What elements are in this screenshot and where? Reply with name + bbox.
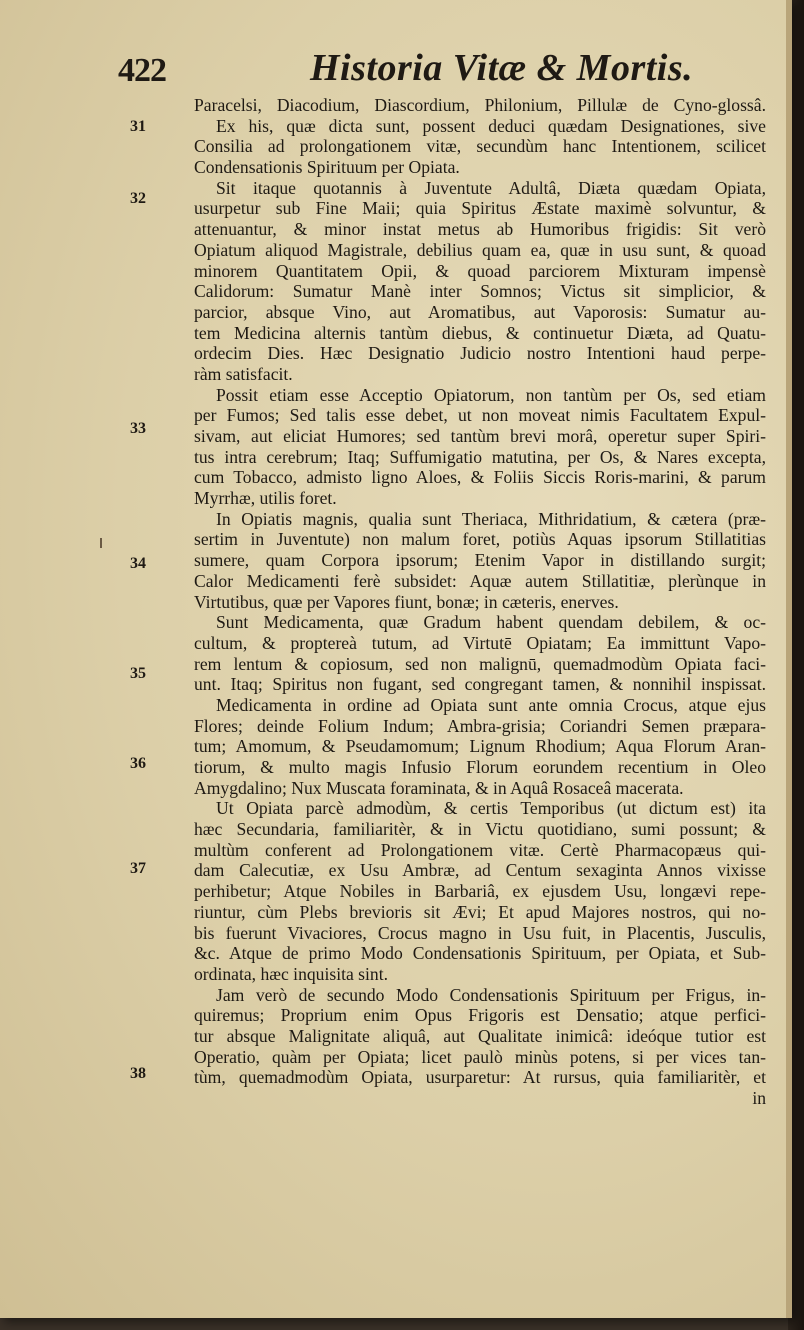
text-line: Flores; deinde Folium Indum; Ambra-grisia; Coriandri Semen præpara- (194, 715, 766, 736)
paragraph-number: 37 (130, 860, 146, 877)
text-line: &c. Atque de primo Modo Condensationis Spirituum, per Opiata, et Sub- (194, 943, 766, 964)
text-line: sertim in Juventute) non malum foret, potiùs Aquas ipsorum Stillatitias (194, 529, 766, 550)
text-line: Opiatum aliquod Magistrale, debilius quam ea, quæ in usu sunt, & quoad (194, 239, 766, 260)
text-line: usurpetur sub Fine Maii; quia Spiritus Æstate maximè solvuntur, & (194, 198, 766, 219)
text-line: ordecim Dies. Hæc Designatio Judicio nostro Intentioni haud perpe- (194, 343, 766, 364)
paragraph-number: 34 (130, 555, 146, 572)
text-line: bis fuerunt Vivaciores, Crocus magno in Usu fuit, in Placentis, Jusculis, (194, 922, 766, 943)
text-line: Myrrhæ, utilis foret. (194, 488, 337, 509)
text-line: sumere, quam Corpora ipsorum; Etenim Vapor in distillando surgit; (194, 550, 766, 571)
text-line: Sit itaque quotannis à Juventute Adultâ, Diæta quædam Opiata, (216, 177, 766, 198)
paragraph-number: 31 (130, 118, 146, 135)
text-line: Paracelsi, Diacodium, Diascordium, Philonium, Pillulæ de Cyno-glossâ. (194, 95, 766, 115)
page-number: 422 (118, 52, 166, 89)
paragraph-number: 35 (130, 665, 146, 682)
text-line: cultum, & proptereà tutum, ad Virtutē Opiatam; Ea immittunt Vapo- (194, 632, 766, 653)
text-line: Possit etiam esse Acceptio Opiatorum, non tantùm per Os, sed etiam (216, 384, 766, 405)
text-line: tur absque Malignitate aliquâ, aut Qualitate inimicâ: ideóque tutior est (194, 1025, 766, 1046)
text-line: multùm conferent ad Prolongationem vitæ. Certè Pharmacopæus qui- (194, 839, 766, 860)
text-line: Operatio, quàm per Opiata; licet paulò minùs potens, si per vices tan- (194, 1046, 766, 1067)
text-line: parcior, absque Vino, aut Aromatibus, aut Vaporosis: Sumatur au- (194, 301, 766, 322)
paragraph-number: 38 (130, 1065, 146, 1082)
text-line: ràm satisfacit. (194, 363, 293, 384)
text-line: attenuantur, & minor instat metus ab Humoribus frigidis: Sit verò (194, 219, 766, 240)
text-line: Jam verò de secundo Modo Condensationis Spirituum per Frigus, in- (216, 984, 766, 1005)
text-line: tiorum, & multo magis Infusio Florum eorundem recentium in Oleo (194, 757, 766, 777)
page-header (110, 46, 770, 94)
body-text (194, 95, 766, 1109)
text-line: Condensationis Spirituum per Opiata. (194, 157, 460, 178)
catchword: in (752, 1088, 766, 1108)
text-line: tus intra cerebrum; Itaq; Suffumigatio matutina, per Os, & Nares excepta, (194, 446, 766, 467)
text-line: Ex his, quæ dicta sunt, possent deduci quædam Designationes, sive (216, 115, 766, 136)
text-line: dam Calecutiæ, ex Usu Ambræ, ad Centum sexaginta Annos vixisse (194, 860, 766, 881)
text-line: per Fumos; Sed talis esse debet, ut non moveat nimis Facultatem Expul- (194, 405, 766, 426)
text-line: tem Medicina alternis tantùm diebus, & continuetur Diæta, ad Quatu- (194, 322, 766, 343)
text-line: Calidorum: Sumatur Manè inter Somnos; Victus sit simplicior, & (194, 281, 766, 302)
text-line: cum Tobacco, admisto ligno Aloes, & Foliis Siccis Roris-marini, & parum (194, 467, 766, 488)
running-title: Historia Vitæ & Mortis. (310, 47, 694, 89)
text-line: minorem Quantitatem Opii, & quoad parciorem Mixturam impensè (194, 260, 766, 281)
text-line: tùm, quemadmodùm Opiata, usurparetur: At rursus, quia familiaritèr, et (194, 1067, 766, 1088)
paragraph-number: 36 (130, 755, 146, 772)
text-line: tum; Amomum, & Pseudamomum; Lignum Rhodium; Aqua Florum Aran- (194, 736, 766, 757)
text-line: Consilia ad prolongationem vitæ, secundùm hanc Intentionem, scilicet (194, 136, 766, 157)
text-line: sivam, aut eliciat Humores; sed tantùm brevi morâ, operetur super Spiri- (194, 426, 766, 446)
text-line: ordinata, hæc inquisita sint. (194, 963, 388, 984)
margin-mark (100, 538, 102, 548)
text-line: Virtutibus, quæ per Vapores fiunt, bonæ; in cæteris, enerves. (194, 591, 619, 612)
text-line: perhibetur; Atque Nobiles in Barbariâ, ex ejusdem Usu, longævi repe- (194, 881, 766, 902)
text-line: Ut Opiata parcè admodùm, & certis Temporibus (ut dictum est) ita (216, 798, 766, 819)
paragraph-number: 32 (130, 190, 146, 207)
paragraph-number: 33 (130, 420, 146, 437)
text-line: rem lentum & copiosum, sed non malignū, quemadmodùm Opiata faci- (194, 653, 766, 674)
text-line: Medicamenta in ordine ad Opiata sunt ante omnia Crocus, atque ejus (216, 694, 766, 715)
text-line: In Opiatis magnis, qualia sunt Theriaca, Mithridatium, & cætera (præ- (216, 508, 766, 529)
text-line: Amygdalino; Nux Muscata foraminata, & in Aquâ Rosaceâ macerata. (194, 777, 684, 798)
text-line: unt. Itaq; Spiritus non fugant, sed congregant tamen, & nonnihil inspissat. (194, 674, 766, 695)
text-line: riuntur, cùm Plebs brevioris sit Ævi; Et apud Majores nostros, qui no- (194, 901, 766, 922)
text-line: Sunt Medicamenta, quæ Gradum habent quendam debilem, & oc- (216, 612, 766, 633)
text-line: quiremus; Proprium enim Opus Frigoris est Densatio; atque perfici- (194, 1005, 766, 1026)
text-line: hæc Secundaria, familiaritèr, & in Victu quotidiano, sumi possunt; & (194, 819, 766, 840)
text-line: Calor Medicamenti ferè subsidet: Aquæ autem Stillatitiæ, plerùnque in (194, 570, 766, 591)
